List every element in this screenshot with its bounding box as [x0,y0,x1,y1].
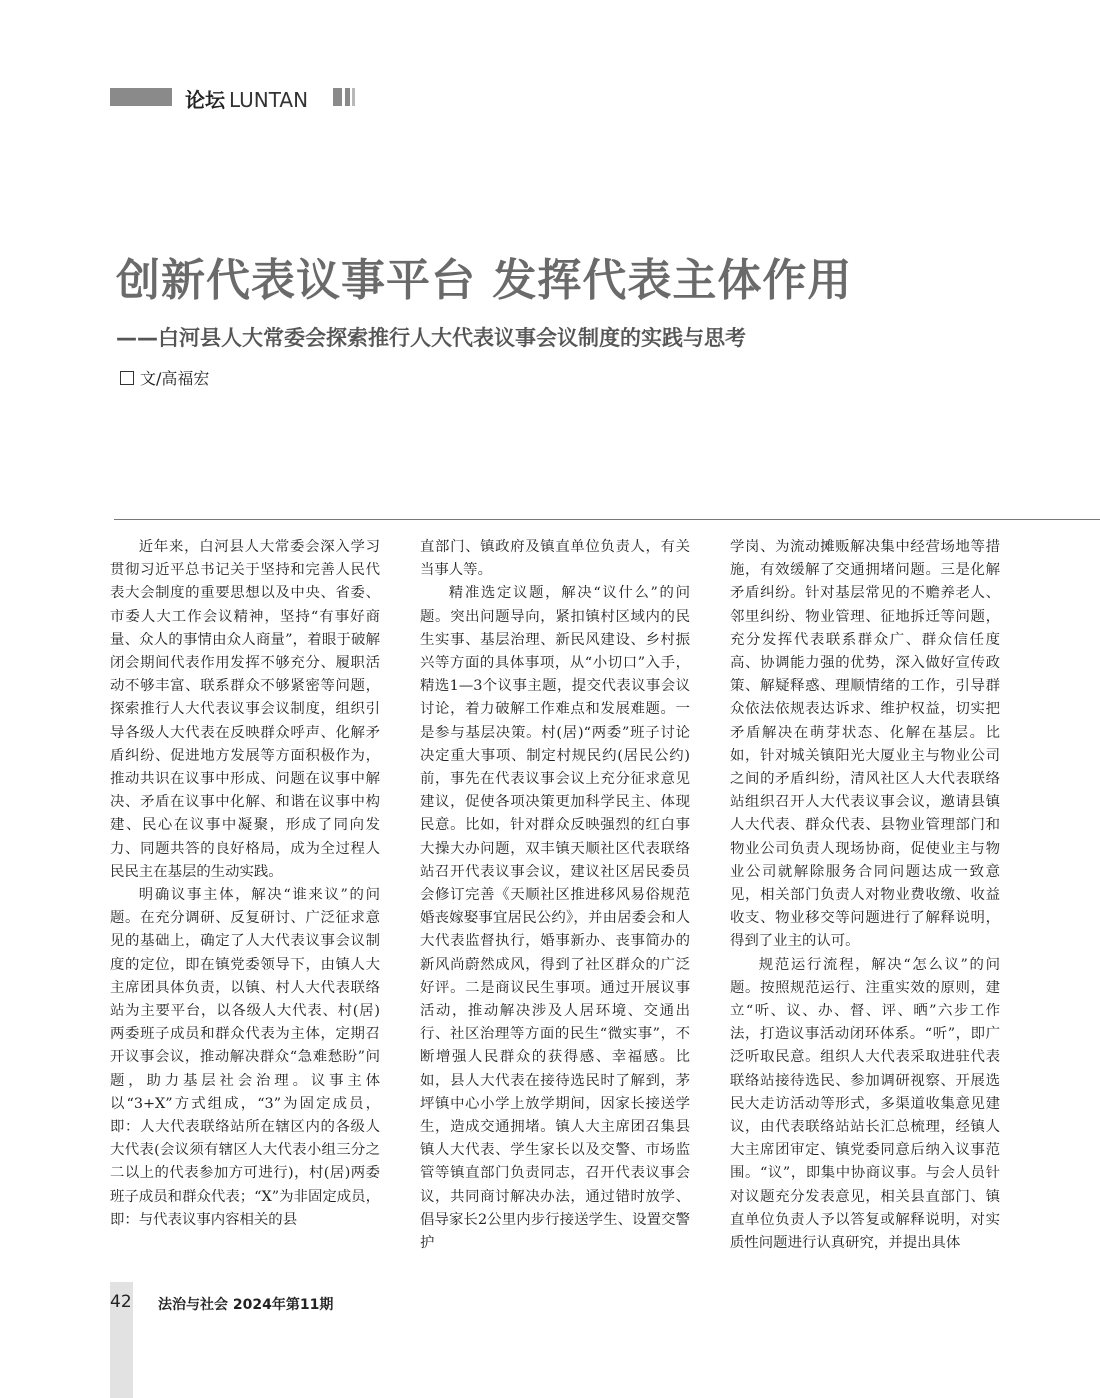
section-header-decoration [333,88,342,106]
page-number: 42 [110,1292,132,1312]
text-column-3 [730,536,1000,1255]
author-byline [120,366,209,389]
paragraph: 规范运行流程，解决“怎么议”的问题。按照规范运行、注重实效的原则，建立“听、议、办、督、评、晒”六步工作法，打造议事活动闭环体系。“听”，即广泛听取民意。组织人大代表采取进驻代表联络站接待选民、参加调研视察、开展选民大走访活动等形式，多渠道收集意见建议，由代表联络站站长汇总梳理，经镇人大主席团审定、镇党委同意后纳入议事范围。“议”，即集中协商议事。与会人员针对议题充分发表意见，相关县直部门、镇直单位负责人予以答复或解释说明，对实质性问题进行认真研究，并提出具体 [730,956,1000,1252]
section-header-decoration [345,88,350,106]
section-header-bar [110,88,172,106]
paragraph: 明确议事主体，解决“谁来议”的问题。在充分调研、反复研讨、广泛征求意见的基础上，确定了人大代表议事会议制度的定位，即在镇党委领导下，由镇人大主席团具体负责，以镇、村人大代表联络站为主要平台，以各级人大代表、村(居)两委班子成员和群众代表为主体，定期召开议事会议，推动解决群众“急难愁盼”问题，助力基层社会治理。议事主体以“3+X”方式组成，“3”为固定成员，即：人大代表联络站所在辖区内的各级人大代表(会议须有辖区人大代表小组三分之二以上的代表参加方可进行)，村(居)两委班子成员和群众代表；“X”为非固定成员，即：与代表议事内容相关的县 [110,887,380,1228]
byline-square-icon [120,371,134,385]
header-divider [114,519,1100,520]
paragraph: 直部门、镇政府及镇直单位负责人，有关当事人等。 [420,539,690,579]
author-name: 文/高福宏 [140,369,210,388]
text-column-2 [420,536,690,1255]
article-title: 创新代表议事平台 发挥代表主体作用 [116,255,853,306]
journal-issue: 法治与社会 2024年第11期 [158,1297,334,1313]
article-subtitle: ——白河县人大常委会探索推行人大代表议事会议制度的实践与思考 [116,326,746,350]
paragraph: 近年来，白河县人大常委会深入学习贯彻习近平总书记关于坚持和完善人民代表大会制度的重要思想以及中央、省委、市委人大工作会议精神，坚持“有事好商量、众人的事情由众人商量”，着眼于破解闭会期间代表作用发挥不够充分、履职活动不够丰富、联系群众不够紧密等问题，探索推行人大代表议事会议制度，组织引导各级人大代表在反映群众呼声、化解矛盾纠纷、促进地方发展等方面积极作为，推动共识在议事中形成、问题在议事中解决、矛盾在议事中化解、和谐在议事中构建、民心在议事中凝聚，形成了同向发力、同题共答的良好格局，成为全过程人民民主在基层的生动实践。 [110,539,380,880]
section-name-en: LUNTAN [229,88,309,112]
paragraph: 学岗、为流动摊贩解决集中经营场地等措施，有效缓解了交通拥堵问题。三是化解矛盾纠纷。针对基层常见的不赡养老人、邻里纠纷、物业管理、征地拆迁等问题，充分发挥代表联系群众广、群众信任度高、协调能力强的优势，深入做好宣传政策、解疑释惑、理顺情绪的工作，引导群众依法依规表达诉求、维护权益，切实把矛盾解决在萌芽状态、化解在基层。比如，针对城关镇阳光大厦业主与物业公司之间的矛盾纠纷，清风社区人大代表联络站组织召开人大代表议事会议，邀请县镇人大代表、群众代表、县物业管理部门和物业公司负责人现场协商，促使业主与物业公司就解除服务合同问题达成一致意见，相关部门负责人对物业费收缴、收益收支、物业移交等问题进行了解释说明，得到了业主的认可。 [730,539,1000,950]
section-header [185,84,308,113]
paragraph: 精准选定议题，解决“议什么”的问题。突出问题导向，紧扣镇村区域内的民生实事、基层治理、新民风建设、乡村振兴等方面的具体事项，从“小切口”入手，精选1—3个议事主题，提交代表议事会议讨论，着力破解工作难点和发展难题。一是参与基层决策。村(居)“两委”班子讨论决定重大事项、制定村规民约(居民公约)前，事先在代表议事会议上充分征求意见建议，促使各项决策更加科学民主、体现民意。比如，针对群众反映强烈的红白事大操大办问题，双丰镇天顺社区代表联络站召开代表议事会议，建议社区居民委员会修订完善《天顺社区推进移风易俗规范婚丧嫁娶事宜居民公约》，并由居委会和人大代表监督执行，婚事新办、丧事简办的新风尚蔚然成风，得到了社区群众的广泛好评。二是商议民生事项。通过开展议事活动，推动解决涉及人居环境、交通出行、社区治理等方面的民生“微实事”，不断增强人民群众的获得感、幸福感。比如，县人大代表在接待选民时了解到，茅坪镇中心小学上放学期间，因家长接送学生，造成交通拥堵。镇人大主席团召集县镇人大代表、学生家长以及交警、市场监管等镇直部门负责同志，召开代表议事会议，共同商讨解决办法，通过错时放学、倡导家长2公里内步行接送学生、设置交警护 [420,585,690,1252]
text-column-1 [110,536,380,1232]
section-header-decoration [352,88,355,106]
section-name-cn: 论坛 [185,88,225,112]
